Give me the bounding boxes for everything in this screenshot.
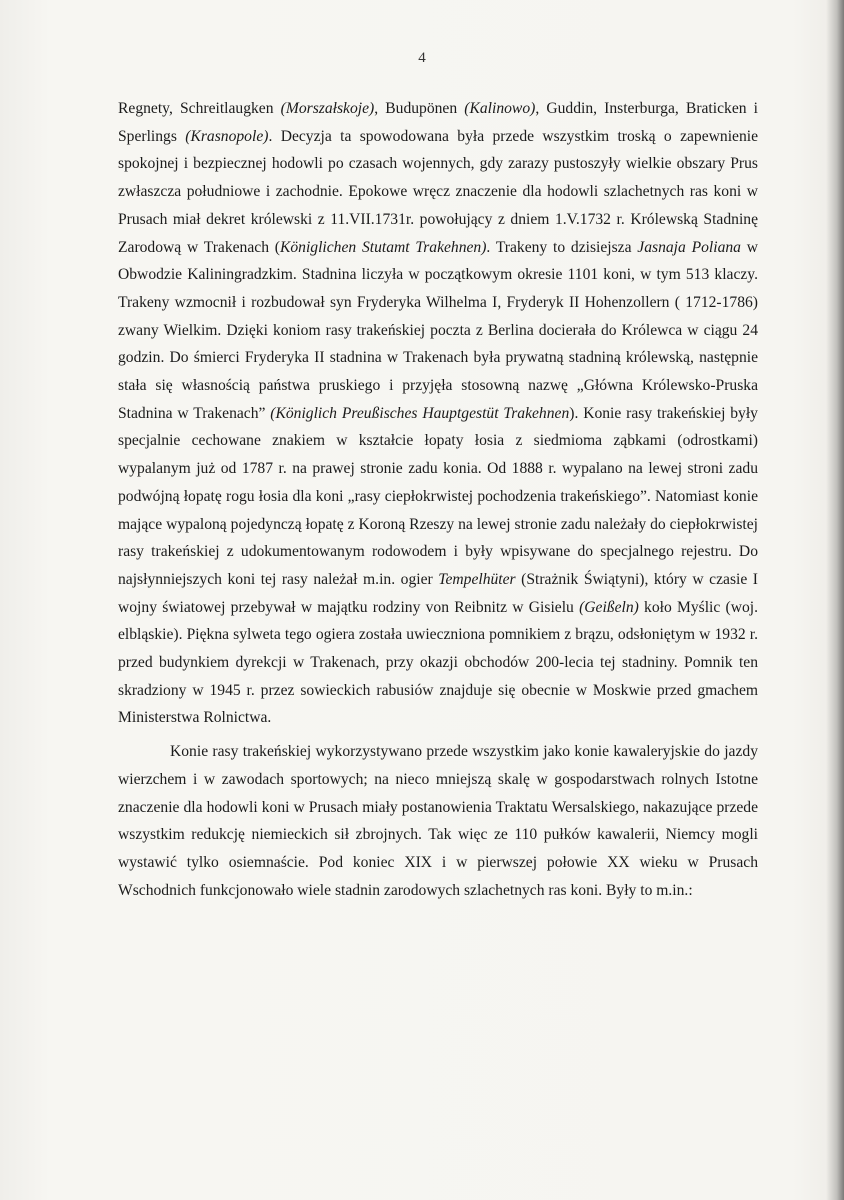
- text-run: , Guddin, Insterburga, Braticken i Sperlings: [118, 100, 758, 145]
- text-run: , Budupönen: [374, 100, 465, 117]
- text-run: Konie rasy trakeńskiej wykorzystywano przede wszystkim jako konie kawaleryjskie do jazdy wierzchem i w zawodach sportowych; na nieco mniejszą skalę w gospodarstwach rolnych Istotne znaczenie dla hodowli koni w Prusach miały postanowienia Traktatu Wersalskiego, nakazujące przede wszystkim redukcję niemieckich sił zbrojnych. Tak więc ze 110 pułków kawalerii, Niemcy mogli wystawić tylko osiemnaście. Pod koniec XIX i w pierwszej połowie XX wieku w Prusach Wschodnich funkcjonowało wiele stadnin zarodowych szlachetnych ras koni. Były to m.in.:: [118, 743, 758, 899]
- page-number: 4: [418, 50, 426, 66]
- text-run: . Trakeny to dzisiejsza: [486, 238, 638, 256]
- body-text: [118, 95, 758, 904]
- italic-text-run: (Königlich Preußisches Hauptgestüt Trakehnen: [270, 404, 570, 422]
- italic-text-run: (Morszałskoje): [280, 100, 375, 117]
- text-run: ). Konie rasy trakeńskiej były specjalnie cechowane znakiem w kształcie łopaty łosia z siedmioma ząbkami (odrostkami) wypalanym już od 1787 r. na prawej stronie zadu konia. Od 1888 r. wypalano na lewej stroni zadu podwójną łopatę rogu łosia dla koni „rasy ciepłokrwistej pochodzenia trakeńskiego”. Natomiast konie mające wypaloną pojedynczą łopatę z Koroną Rzeszy na lewej stronie zadu należały do ciepłokrwistej rasy trakeńskiej z udokumentowanym rodowodem i były wpisywane do specjalnego rejestru. Do najsłynniejszych koni tej rasy należał m.in. ogier: [118, 404, 758, 588]
- italic-text-run: Königlichen Stutamt Trakehnen): [279, 238, 487, 256]
- italic-text-run: (Geißeln): [579, 598, 639, 616]
- text-run: w Obwodzie Kaliningradzkim. Stadnina liczyła w początkowym okresie 1101 koni, w tym 513 klaczy. Trakeny wzmocnił i rozbudował syn Fryderyka Wilhelma I, Fryderyk II Hohenzollern ( 1712-1786) zwany Wielkim. Dzięki koniom rasy trakeńskiej poczta z Berlina docierała do Królewca w ciągu 24 godzin. Do śmierci Fryderyka II stadnina w Trakenach była prywatną stadniną królewską, następnie stała się własnością państwa pruskiego i przyjęła stosowną nazwę „Główna Królewsko-Pruska Stadnina w Trakenach”: [118, 238, 759, 422]
- italic-text-run: Tempelhüter: [438, 570, 516, 588]
- italic-text-run: Jasnaja Poliana: [637, 238, 741, 256]
- italic-text-run: (Krasnopole): [185, 127, 269, 145]
- paragraph-1: [118, 95, 758, 732]
- page-edge-shadow: [826, 0, 844, 1200]
- text-run: koło Myślic (woj. elbląskie). Piękna sylweta tego ogiera została uwieczniona pomnikiem z brązu, odsłoniętym w 1932 r. przed budynkiem dyrekcji w Trakenach, przy okazji obchodów 200-lecia tej stadniny. Pomnik ten skradziony w 1945 r. przez sowieckich rabusiów znajduje się obecnie w Moskwie przed gmachem Ministerstwa Rolnictwa.: [118, 598, 759, 727]
- text-run: . Decyzja ta spowodowana była przede wszystkim troską o zapewnienie spokojnej i bezpiecznej hodowli po czasach wojennych, gdy zarazy pustoszyły wielkie obszary Prus zwłaszcza południowe i zachodnie. Epokowe wręcz znaczenie dla hodowli szlachetnych ras koni w Prusach miał dekret królewski z 11.VII.1731r. powołujący z dniem 1.V.1732 r. Królewską Stadninę Zarodową w Trakenach (: [118, 127, 758, 256]
- text-run: Regnety, Schreitlaugken: [118, 100, 281, 117]
- text-run: (Strażnik Świątyni), który w czasie I wojny światowej przebywał w majątku rodziny von Reibnitz w Gisielu: [118, 570, 758, 616]
- paragraph-2: [118, 738, 758, 904]
- italic-text-run: (Kalinowo): [464, 100, 536, 117]
